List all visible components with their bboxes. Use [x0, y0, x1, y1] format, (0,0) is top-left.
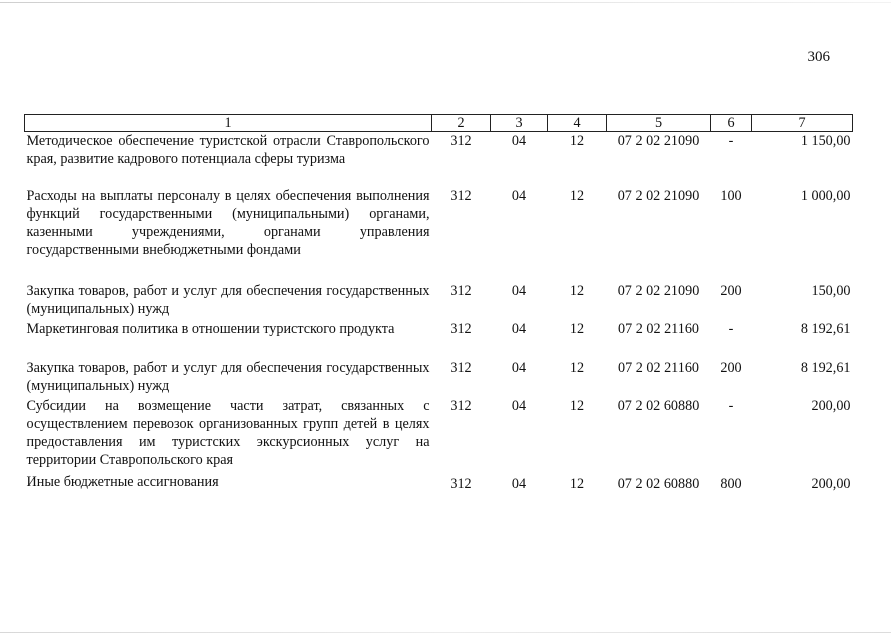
- row-code-subsection: 12: [569, 359, 585, 376]
- row-code-ministry: 312: [450, 397, 472, 414]
- page-number: 306: [807, 49, 830, 65]
- row-code-subsection: 12: [569, 475, 585, 492]
- row-code-target: 07 2 02 21160: [617, 359, 700, 376]
- row-name: Расходы на выплаты персоналу в целях обеспечения выполнения функций государственными (муниципальными) органами, казенными учреждениями, органами управления государственными внебюджетными фондами: [26, 187, 430, 258]
- row-code-target: 07 2 02 21090: [617, 282, 700, 299]
- row-code-expense-type: 200: [720, 282, 742, 299]
- row-name: Маркетинговая политика в отношении туристского продукта: [26, 320, 395, 337]
- row-amount: 8 192,61: [800, 320, 851, 337]
- row-code-section: 04: [511, 187, 527, 204]
- row-name: Методическое обеспечение туристской отрасли Ставропольского края, развитие кадрового потенциала сферы туризма: [26, 133, 430, 167]
- row-code-subsection: 12: [569, 320, 585, 337]
- table-row: [25, 282, 853, 320]
- table-row: [25, 132, 853, 187]
- row-amount: 8 192,61: [800, 359, 851, 376]
- row-code-ministry: 312: [450, 133, 472, 149]
- row-name: Субсидии на возмещение части затрат, связанных с осуществлением перевозок организованных групп детей в целях предоставления им туристских экскурсионных услуг на территории Ставропольского края: [26, 397, 430, 468]
- row-name: Закупка товаров, работ и услуг для обеспечения государственных (муниципальных) нужд: [26, 282, 430, 317]
- table-row: [25, 187, 853, 282]
- row-code-expense-type: 100: [720, 187, 742, 204]
- scan-edge-top: [0, 2, 891, 3]
- header-col-5: 5: [607, 115, 711, 132]
- row-code-subsection: 12: [569, 187, 585, 204]
- row-code-target: 07 2 02 21090: [617, 133, 700, 149]
- row-amount: 200,00: [811, 475, 851, 492]
- row-code-subsection: 12: [569, 282, 585, 299]
- row-amount: 150,00: [811, 282, 851, 299]
- table-row: [25, 397, 853, 473]
- row-code-expense-type: 800: [720, 475, 742, 492]
- header-col-3: 3: [491, 115, 548, 132]
- header-col-1: 1: [25, 115, 432, 132]
- header-col-6: 6: [711, 115, 752, 132]
- row-code-section: 04: [511, 320, 527, 337]
- row-code-section: 04: [511, 133, 527, 149]
- row-code-expense-type: -: [728, 320, 734, 337]
- row-code-expense-type: 200: [720, 359, 742, 376]
- row-code-target: 07 2 02 21160: [617, 320, 700, 337]
- table-row: [25, 473, 853, 493]
- row-code-target: 07 2 02 21090: [617, 187, 700, 204]
- row-code-section: 04: [511, 475, 527, 492]
- row-code-ministry: 312: [450, 187, 472, 204]
- row-name: Иные бюджетные ассигнования: [26, 473, 219, 490]
- row-code-ministry: 312: [450, 282, 472, 299]
- header-col-2: 2: [432, 115, 491, 132]
- row-code-expense-type: -: [728, 397, 734, 414]
- row-code-subsection: 12: [569, 133, 585, 149]
- row-name: Закупка товаров, работ и услуг для обеспечения государственных (муниципальных) нужд: [26, 359, 430, 394]
- header-col-4: 4: [548, 115, 607, 132]
- row-code-expense-type: -: [728, 133, 734, 149]
- table-row: [25, 320, 853, 359]
- row-amount: 200,00: [811, 397, 851, 414]
- row-code-ministry: 312: [450, 359, 472, 376]
- table-header-row: [25, 115, 853, 132]
- table-row: [25, 359, 853, 397]
- budget-table: [24, 114, 853, 493]
- row-code-target: 07 2 02 60880: [617, 397, 700, 414]
- header-col-7: 7: [752, 115, 853, 132]
- row-code-section: 04: [511, 359, 527, 376]
- row-code-target: 07 2 02 60880: [617, 475, 700, 492]
- row-code-section: 04: [511, 282, 527, 299]
- scan-edge-bottom: [0, 632, 891, 633]
- row-code-subsection: 12: [569, 397, 585, 414]
- row-code-section: 04: [511, 397, 527, 414]
- row-amount: 1 150,00: [800, 133, 851, 149]
- row-code-ministry: 312: [450, 475, 472, 492]
- row-code-ministry: 312: [450, 320, 472, 337]
- row-amount: 1 000,00: [800, 187, 851, 204]
